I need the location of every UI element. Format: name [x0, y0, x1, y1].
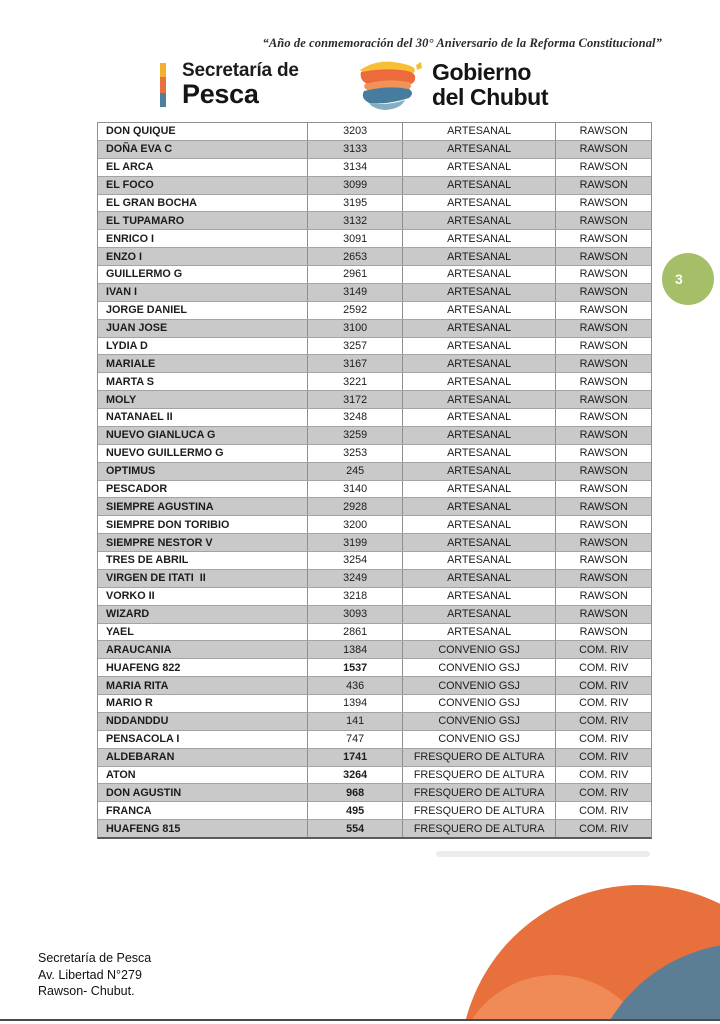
port-cell: COM. RIV [579, 751, 629, 764]
registry-number-cell: 747 [308, 731, 403, 748]
table-row [98, 409, 651, 427]
vessel-name-cell: DOÑA EVA C [98, 141, 308, 158]
vessel-name-cell: EL TUPAMARO [98, 212, 308, 229]
vessel-name-cell: EL GRAN BOCHA [98, 195, 308, 212]
table-row [98, 355, 651, 373]
table-row [98, 659, 651, 677]
vessel-name-cell: MARIO R [98, 695, 308, 712]
category-cell: ARTESANAL [403, 588, 556, 605]
registry-number-cell: 3259 [308, 427, 403, 444]
port-cell: RAWSON [579, 232, 628, 245]
port-cell: RAWSON [579, 125, 628, 138]
page-number: 3 [675, 271, 683, 287]
vessel-name-cell: NDDANDDU [98, 713, 308, 730]
registry-number-cell: 3149 [308, 284, 403, 301]
category-cell: FRESQUERO DE ALTURA [403, 820, 556, 837]
category-cell: ARTESANAL [403, 195, 556, 212]
registry-number-cell: 3199 [308, 534, 403, 551]
registry-number-cell: 3134 [308, 159, 403, 176]
table-row [98, 552, 651, 570]
scan-artifact [436, 851, 650, 857]
registry-number-cell: 3132 [308, 212, 403, 229]
category-cell: ARTESANAL [403, 212, 556, 229]
category-cell: FRESQUERO DE ALTURA [403, 749, 556, 766]
vessel-name-cell: PENSACOLA I [98, 731, 308, 748]
category-cell: ARTESANAL [403, 248, 556, 265]
registry-number-cell: 2961 [308, 266, 403, 283]
vessel-name-cell: MARIALE [98, 355, 308, 372]
port-cell: RAWSON [579, 518, 628, 531]
vessel-name-cell: FRANCA [98, 802, 308, 819]
category-cell: ARTESANAL [403, 481, 556, 498]
registry-number-cell: 3195 [308, 195, 403, 212]
footer-line3: Rawson- Chubut. [38, 984, 135, 998]
table-row [98, 534, 651, 552]
vessel-name-cell: MOLY [98, 391, 308, 408]
category-cell: ARTESANAL [403, 373, 556, 390]
registry-number-cell: 3140 [308, 481, 403, 498]
category-cell: ARTESANAL [403, 516, 556, 533]
vessel-name-cell: SIEMPRE NESTOR V [98, 534, 308, 551]
vessel-name-cell: IVAN I [98, 284, 308, 301]
table-row [98, 624, 651, 642]
registry-number-cell: 1537 [308, 659, 403, 676]
category-cell: ARTESANAL [403, 534, 556, 551]
vessel-name-cell: SIEMPRE AGUSTINA [98, 498, 308, 515]
registry-number-cell: 2928 [308, 498, 403, 515]
registry-number-cell: 3100 [308, 320, 403, 337]
table-row [98, 731, 651, 749]
registry-number-cell: 2592 [308, 302, 403, 319]
table-row [98, 588, 651, 606]
port-cell: RAWSON [579, 143, 628, 156]
category-cell: ARTESANAL [403, 159, 556, 176]
vessel-name-cell: TRES DE ABRIL [98, 552, 308, 569]
table-row [98, 481, 651, 499]
page-number-badge [662, 253, 714, 305]
port-cell: COM. RIV [579, 697, 629, 710]
port-cell: RAWSON [579, 214, 628, 227]
port-cell: COM. RIV [579, 786, 629, 799]
table-row [98, 463, 651, 481]
table-row [98, 427, 651, 445]
registry-number-cell: 1741 [308, 749, 403, 766]
port-cell: COM. RIV [579, 715, 629, 728]
registry-number-cell: 2861 [308, 624, 403, 641]
vessel-name-cell: SIEMPRE DON TORIBIO [98, 516, 308, 533]
category-cell: ARTESANAL [403, 177, 556, 194]
table-row [98, 570, 651, 588]
category-cell: FRESQUERO DE ALTURA [403, 784, 556, 801]
chubut-logo [356, 58, 636, 114]
footer-rule [0, 1019, 720, 1021]
vessel-name-cell: LYDIA D [98, 338, 308, 355]
port-cell: RAWSON [579, 322, 628, 335]
table-row [98, 195, 651, 213]
category-cell: ARTESANAL [403, 606, 556, 623]
port-cell: RAWSON [579, 268, 628, 281]
category-cell: ARTESANAL [403, 266, 556, 283]
vessel-name-cell: NUEVO GUILLERMO G [98, 445, 308, 462]
vessel-name-cell: HUAFENG 815 [98, 820, 308, 837]
footer-line2: Av. Libertad N°279 [38, 967, 142, 982]
category-cell: ARTESANAL [403, 230, 556, 247]
registry-number-cell: 3257 [308, 338, 403, 355]
table-row [98, 320, 651, 338]
vessel-name-cell: YAEL [98, 624, 308, 641]
port-cell: COM. RIV [579, 733, 629, 746]
table-row [98, 266, 651, 284]
port-cell: COM. RIV [579, 643, 629, 656]
table-row [98, 498, 651, 516]
table-row [98, 767, 651, 785]
port-cell: COM. RIV [579, 804, 629, 817]
pesca-logo-line1: Secretaría de [182, 60, 299, 81]
port-cell: RAWSON [579, 590, 628, 603]
registry-number-cell: 3200 [308, 516, 403, 533]
decorative-hills-graphic [0, 868, 720, 1020]
port-cell: RAWSON [579, 447, 628, 460]
category-cell: CONVENIO GSJ [403, 641, 556, 658]
port-cell: RAWSON [579, 625, 628, 638]
vessel-table [97, 122, 652, 839]
category-cell: ARTESANAL [403, 427, 556, 444]
table-row [98, 230, 651, 248]
chubut-logo-text [432, 60, 548, 110]
registry-number-cell: 3248 [308, 409, 403, 426]
chubut-logo-line2: del Chubut [432, 84, 549, 110]
registry-number-cell: 2653 [308, 248, 403, 265]
category-cell: ARTESANAL [403, 409, 556, 426]
footer-line1: Secretaría de Pesca [38, 951, 152, 965]
port-cell: RAWSON [579, 482, 628, 495]
port-cell: RAWSON [579, 339, 628, 352]
vessel-name-cell: ALDEBARAN [98, 749, 308, 766]
pesca-logo-line2: Pesca [182, 79, 259, 109]
port-cell: RAWSON [579, 250, 628, 263]
vessel-name-cell: OPTIMUS [98, 463, 308, 480]
table-row [98, 820, 651, 837]
vessel-name-cell: GUILLERMO G [98, 266, 308, 283]
registry-number-cell: 495 [308, 802, 403, 819]
registry-number-cell: 3133 [308, 141, 403, 158]
table-row [98, 212, 651, 230]
category-cell: CONVENIO GSJ [403, 731, 556, 748]
registry-number-cell: 3218 [308, 588, 403, 605]
port-cell: COM. RIV [579, 679, 629, 692]
port-cell: RAWSON [579, 536, 628, 549]
vessel-name-cell: DON QUIQUE [98, 123, 308, 140]
category-cell: ARTESANAL [403, 498, 556, 515]
port-cell: RAWSON [579, 429, 628, 442]
port-cell: RAWSON [579, 411, 628, 424]
category-cell: ARTESANAL [403, 284, 556, 301]
table-row [98, 516, 651, 534]
port-cell: COM. RIV [579, 768, 629, 781]
table-row [98, 338, 651, 356]
port-cell: COM. RIV [579, 822, 629, 835]
table-row [98, 445, 651, 463]
vessel-name-cell: NATANAEL II [98, 409, 308, 426]
vessel-name-cell: JORGE DANIEL [98, 302, 308, 319]
table-row [98, 391, 651, 409]
table-row [98, 784, 651, 802]
table-row [98, 177, 651, 195]
port-cell: COM. RIV [579, 661, 629, 674]
category-cell: ARTESANAL [403, 338, 556, 355]
table-row [98, 641, 651, 659]
chubut-logo-line1: Gobierno [432, 59, 532, 85]
registry-number-cell: 3203 [308, 123, 403, 140]
chubut-province-icon [356, 60, 426, 112]
port-cell: RAWSON [579, 304, 628, 317]
registry-number-cell: 554 [308, 820, 403, 837]
port-cell: RAWSON [579, 393, 628, 406]
vessel-name-cell: JUAN JOSE [98, 320, 308, 337]
registry-number-cell: 1384 [308, 641, 403, 658]
table-row [98, 802, 651, 820]
registry-number-cell: 245 [308, 463, 403, 480]
registry-number-cell: 3099 [308, 177, 403, 194]
port-cell: RAWSON [579, 196, 628, 209]
category-cell: ARTESANAL [403, 445, 556, 462]
vessel-name-cell: DON AGUSTIN [98, 784, 308, 801]
port-cell: RAWSON [579, 357, 628, 370]
vessel-name-cell: ENRICO I [98, 230, 308, 247]
vessel-name-cell: PESCADOR [98, 481, 308, 498]
category-cell: ARTESANAL [403, 552, 556, 569]
registry-number-cell: 3254 [308, 552, 403, 569]
table-row [98, 248, 651, 266]
category-cell: CONVENIO GSJ [403, 659, 556, 676]
table-row [98, 749, 651, 767]
category-cell: ARTESANAL [403, 391, 556, 408]
table-row [98, 302, 651, 320]
port-cell: RAWSON [579, 500, 628, 513]
table-row [98, 159, 651, 177]
vessel-name-cell: VORKO II [98, 588, 308, 605]
registry-number-cell: 141 [308, 713, 403, 730]
pesca-logo [160, 60, 360, 110]
vessel-name-cell: EL FOCO [98, 177, 308, 194]
port-cell: RAWSON [579, 286, 628, 299]
registry-number-cell: 3172 [308, 391, 403, 408]
table-row [98, 141, 651, 159]
vessel-name-cell: EL ARCA [98, 159, 308, 176]
registry-number-cell: 3249 [308, 570, 403, 587]
category-cell: CONVENIO GSJ [403, 677, 556, 694]
port-cell: RAWSON [579, 572, 628, 585]
registry-number-cell: 1394 [308, 695, 403, 712]
category-cell: FRESQUERO DE ALTURA [403, 802, 556, 819]
category-cell: FRESQUERO DE ALTURA [403, 767, 556, 784]
vessel-name-cell: ENZO I [98, 248, 308, 265]
port-cell: RAWSON [579, 375, 628, 388]
vessel-name-cell: VIRGEN DE ITATI II [98, 570, 308, 587]
category-cell: ARTESANAL [403, 141, 556, 158]
vessel-name-cell: NUEVO GIANLUCA G [98, 427, 308, 444]
category-cell: ARTESANAL [403, 320, 556, 337]
table-row [98, 284, 651, 302]
table-row [98, 123, 651, 141]
registry-number-cell: 3253 [308, 445, 403, 462]
vessel-name-cell: ARAUCANIA [98, 641, 308, 658]
port-cell: RAWSON [579, 608, 628, 621]
category-cell: CONVENIO GSJ [403, 695, 556, 712]
registry-number-cell: 3091 [308, 230, 403, 247]
registry-number-cell: 3264 [308, 767, 403, 784]
table-row [98, 713, 651, 731]
vessel-name-cell: MARTA S [98, 373, 308, 390]
registry-number-cell: 3167 [308, 355, 403, 372]
vessel-name-cell: HUAFENG 822 [98, 659, 308, 676]
port-cell: RAWSON [579, 465, 628, 478]
category-cell: ARTESANAL [403, 302, 556, 319]
category-cell: ARTESANAL [403, 123, 556, 140]
category-cell: ARTESANAL [403, 463, 556, 480]
category-cell: CONVENIO GSJ [403, 713, 556, 730]
table-row [98, 695, 651, 713]
vessel-name-cell: ATON [98, 767, 308, 784]
vessel-name-cell: WIZARD [98, 606, 308, 623]
table-row [98, 373, 651, 391]
table-row [98, 606, 651, 624]
category-cell: ARTESANAL [403, 355, 556, 372]
port-cell: RAWSON [579, 161, 628, 174]
port-cell: RAWSON [579, 554, 628, 567]
anniversary-quote: “Año de conmemoración del 30° Aniversario de la Reforma Constitucional” [262, 36, 662, 50]
registry-number-cell: 436 [308, 677, 403, 694]
pesca-logo-bar-icon [160, 63, 166, 107]
vessel-name-cell: MARIA RITA [98, 677, 308, 694]
table-row [98, 677, 651, 695]
port-cell: RAWSON [579, 179, 628, 192]
category-cell: ARTESANAL [403, 624, 556, 641]
registry-number-cell: 968 [308, 784, 403, 801]
category-cell: ARTESANAL [403, 570, 556, 587]
registry-number-cell: 3221 [308, 373, 403, 390]
registry-number-cell: 3093 [308, 606, 403, 623]
